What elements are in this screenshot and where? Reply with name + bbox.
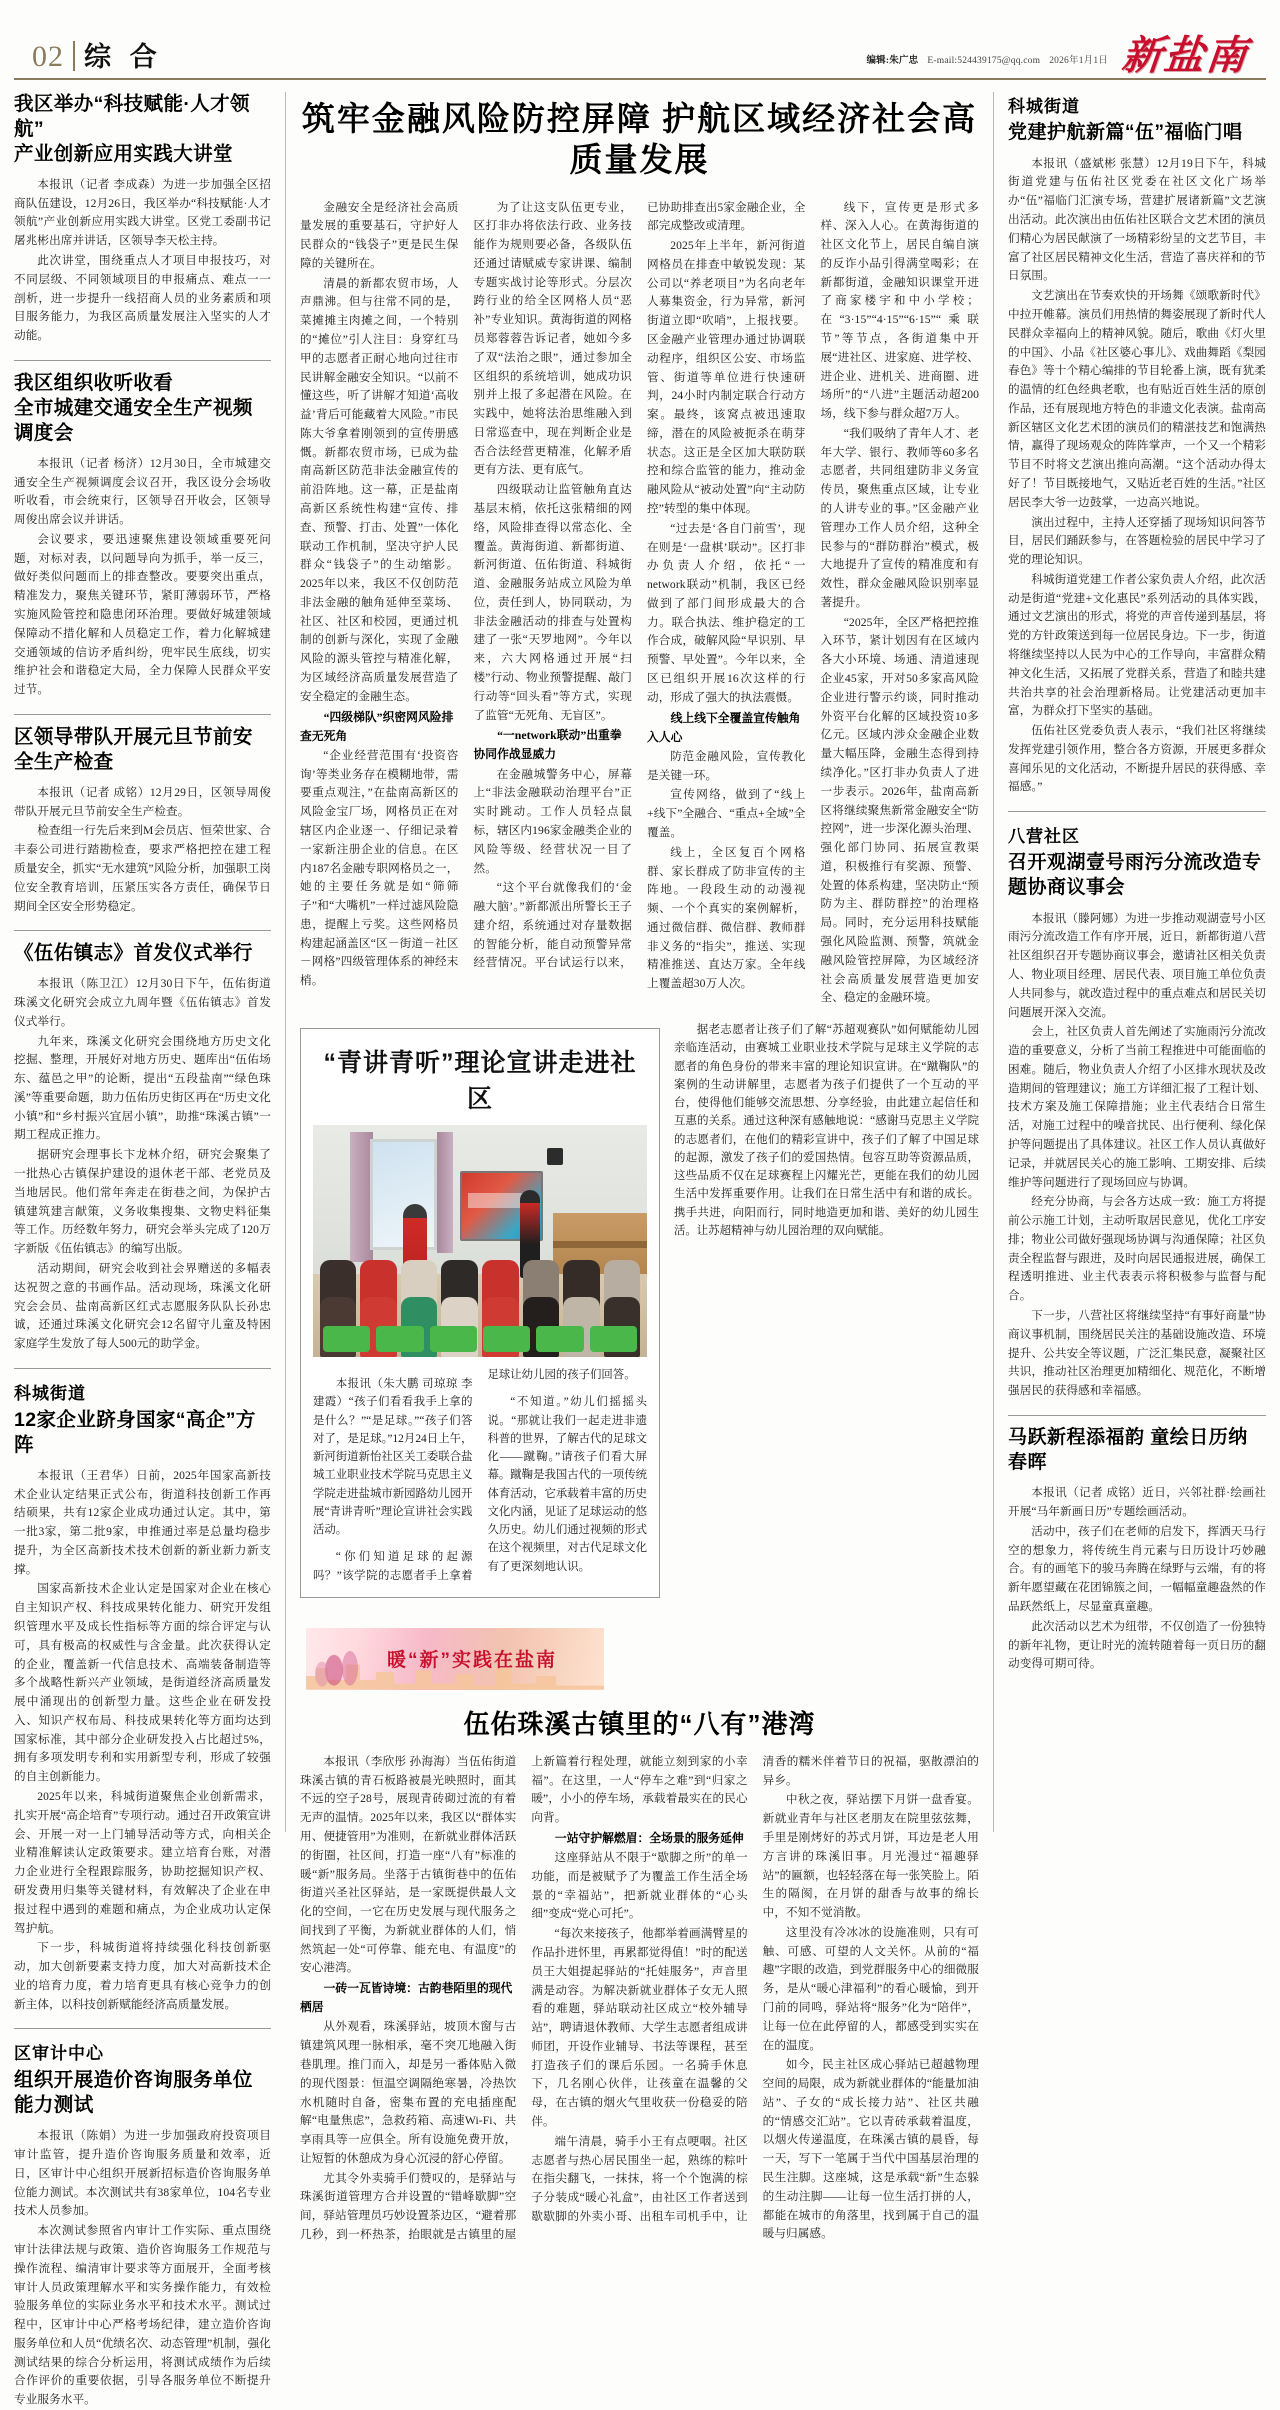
article-headline: 《伍佑镇志》首发仪式举行 xyxy=(14,942,253,965)
article-paragraph: 从外观看，珠溪驿站，坡顶木窗与古镇建筑风理一脉相承，毫不突兀地融入街巷肌理。推门而入，却是另一番体贴入微的现代图景：恒温空调隔绝寒暑，冷热饮水机随时自备，密集布置的充电插座配解“电量焦虑”，急救药箱、高速Wi-Fi、共享雨具等一应俱全。所有设施免费开放，让短暂的休憩成为身心沉浸的舒心停留。 xyxy=(300,2020,517,2165)
article-headline: 12家企业跻身国家“高企”方阵 xyxy=(14,1408,256,1456)
article-paragraph: 本报讯（记者 李成森）为进一步加强全区招商队伍建设，12月26日，我区举办“科技赋能·人才领航”产业创新应用实践大讲堂。区党工委副书记屠兆彬出席并讲话，区领导李天松主持。 xyxy=(14,177,271,248)
warm-xin-banner xyxy=(306,1628,604,1690)
article-paragraph: 国家高新技术企业认定是国家对企业在核心自主知识产权、科技成果转化能力、研究开发组织管理水平及成长性指标等方面的综合评定与认可，具有极高的权威性与含金量。此次获得认定的企业，覆盖新一代信息技术、高端装备制造等多个战略性新兴产业领域，是街道经济高质量发展中涌现出的创新型力量。这些企业在研发投入、知识产权布局、科技成果转化等方面均达到国家标准，其中部分企业研发投入占比超过5%，拥有多项发明专利和实用新型专利，形成了较强的自主创新能力。 xyxy=(14,1582,271,1784)
article-keji-funeng xyxy=(14,92,271,346)
article-paragraph: “2025年，全区严格把控推入环节，紧计划因有在区域内各大小环境、场通、清道速现企业45家，开对50多家高风险企业进行警示约谈，同时推动外资平台化解的区域投资10多亿元。区域内涉众金融企业数量大幅压降，金融生态得到持续净化。”区打非办负责人了进一步表示。2026年，盐南高新区将继续聚焦新常金融安全“防控网”，进一步深化源头治理、强化部门协同、拓展宣教渠道，积极推行有奖源、预警、处置的体系构建，坚决防止“预防为主、群防群控”的治理格局。同时，充分运用科技赋能强化风险监测、预警，筑就金融风险管控屏障，为区域经济社会高质量发展营造更加安全、稳定的金融环境。 xyxy=(820,615,979,1005)
article-wuyou-zhenzhi xyxy=(14,941,271,1354)
article-chengjian-jiaotong xyxy=(14,371,271,700)
article-paragraph: 端午清晨，骑手小王有点哽咽。社区志愿者与热心居民围坐一起，熟练的粽叶在指尖翻飞，一抹抹，将一个个饱满的棕子分装成“暖心礼盒”，由社区工作者送到歇歇脚的外卖小哥、出租车司机手中，让清香的糯米伴着节日的祝福，驱散漂泊的异乡。 xyxy=(531,1754,979,2223)
article-anquan-shengchan-jiancha xyxy=(14,725,271,916)
section-divider xyxy=(14,714,271,715)
masthead-divider xyxy=(73,41,75,71)
article-paragraph: “我们吸纳了青年人才、老年大学、银行、教师等60多名志愿者，共同组建防非义务宣传员，聚焦重点区域，让专业的人讲专业的事。”区金融产业管理办工作人员介绍，这种全民参与的“群防群治”模式，极大地提升了宣传的精准度和有效性，群众金融风险识别率显著提升。 xyxy=(820,426,979,609)
photo-caption-paragraph: “你们知道足球的起源吗？”该学院的志愿者手上拿着足球让幼儿园的孩子们回答。 xyxy=(313,1369,636,1582)
article-paragraph: 为了让这支队伍更专业，区打非办将依法行政、业务技能作为规则要必备，各级队伍还通过请赋威专家讲课、编制专题实战讨论等形式。分层次跨行业的给全区网格人员“恶补”专业知识。黄海街道的网格员郑蓉蓉告诉记者，她如今多了双“法治之眼”，通过参加全区组织的系统培训，她成功识别并上报了多起潜在风险。在实践中，她将法治思维融入到日常巡查中，现在判断企业是否合法经营更精准，化解矛盾更有方法、更有底气。 xyxy=(473,200,632,477)
article-paragraph: 下一步，八营社区将继续坚持“有事好商量”协商议事机制，围绕居民关注的基础设施改造、环境提升、公共安全等议题，广泛汇集民意，凝聚社区共识，推动社区治理更加精细化、规范化，不断增强居民的获得感和幸福感。 xyxy=(1008,1309,1266,1398)
article-headline xyxy=(14,371,271,446)
article-paragraph: 清晨的新都农贸市场，人声鼎沸。但与往常不同的是，菜摊摊主肉摊之间，一个特别的“摊位”引人注目：身穿红马甲的志愿者正耐心地向过往市民讲解金融安全知识。“以前不懂这些，听了讲解才知道‘高收益’背后可能藏着大风险。”市民陈大爷拿着刚领到的宣传册感慨。新都农贸市场，已成为盐南高新区防范非法金融宣传的前沿阵地。这一幕，正是盐南高新区系统性构建“宣传、排查、预警、打击、处置”一体化联动工作机制，坚决守护人民群众“钱袋子”的生动缩影。2025年以来，我区不仅创防范非法金融的触角延伸至菜场、社区、社区和校园，更通过机制的创新与深化，实现了金融风险的源头管控与精准化解，为区域经济高质量发展营造了安全稳定的金融生态。 xyxy=(300,276,459,703)
article-gaoqi-fangzhen xyxy=(14,1379,271,2015)
article-paragraph: 本报讯（陈娟）为进一步加强政府投资项目审计监管，提升造价咨询服务质量和效率，近日，区审计中心组织开展新招标造价咨询服务单位能力测试。本次测试共有38家单位，104名专业技术人员参加。 xyxy=(14,2129,271,2218)
article-paragraph: 本报讯（陈卫江）12月30日下午，伍佑街道珠溪文化研究会成立九周年暨《伍佑镇志》首发仪式举行。 xyxy=(14,977,271,1028)
main-article-body xyxy=(300,199,979,1009)
article-paragraph: 防范金融风险，宣传教化是关键一环。 xyxy=(647,749,806,782)
article-paragraph: 此次讲堂，围绕重点人才项目申报技巧，对不同层级、不同领域项目的申报痛点、难点一一剖析，进一步提升一线招商人员的业务素质和项目服务能力，为我区高质量发展注入坚实的人才动能。 xyxy=(14,253,271,343)
article-kicker: 科城街道 xyxy=(1008,97,1080,116)
article-paragraph: 这座驿站从不限于“歇脚之所”的单一功能，而是被赋予了为覆盖工作生活全场景的“幸福站”，把新就业群体的“心头细”变成“党心可托”。 xyxy=(531,1851,748,1921)
article-paragraph: 宣传网络，做到了“线上+线下”全融合、“重点+全域”全覆盖。 xyxy=(647,788,806,839)
article-kicker: 八营社区 xyxy=(1008,827,1080,847)
headline-line-2: 产业创新应用实践大讲堂 xyxy=(14,142,233,165)
article-paragraph: 线上，全区复百个网格群、家长群成了防非宣传的主阵地。一段段生动的动漫视频、一个个真实的案例解析，通过微信群、微信群、教师群非义务的“指尖”，推送、实现精准推送、直达万家。全年线上覆盖超30万人次。 xyxy=(647,845,806,991)
photo-caption-paragraph: “不知道。”幼儿们摇摇头说。“那就让我们一起走进非遗科普的世界，了解古代的足球文化——蹴鞠。”请孩子们看大屏幕。蹴鞠是我国古代的一项传统体育活动，它承载着丰富的历史文化内涵，见证了足球运动的悠久历史。幼儿们通过视频的形式在这个视频里，对古代足球文化有了更深刻地认识。 xyxy=(487,1396,647,1573)
section-divider xyxy=(1008,811,1266,812)
article-paragraph: 九年来，珠溪文化研究会围绕地方历史文化挖掘、整理，开展好对地方历史、题库出“伍佑场东、蕴邑之甲”的论断，提出“五段盐南”“绿色珠溪”等重要命题，助力伍佑历史街区再在“历史文化小镇”和“乡村振兴宜居小镇”，助推“珠溪古镇”一期工程成正推力。 xyxy=(14,1034,271,1142)
article-paragraph: 本报讯（滕阿娜）为进一步推动观湖壹号小区雨污分流改造工作有序开展，近日，新都街道八营社区组织召开专题协商议事会，邀请社区相关负责人、物业项目经理、居民代表、项目施工单位负责人共同参与，就改造过程中的重点难点和居民关切问题展开深入交流。 xyxy=(1008,911,1266,1019)
headline-line-1: 我区组织收听收看 xyxy=(14,371,174,394)
article-paragraph: 2025年以来，科城街道聚焦企业创新需求，扎实开展“高企培育”专项行动。通过召开政策宣讲会、开展一对一上门辅导活动等方式，向相关企业精准解读认定政策要求。建立培育台账，对潜力企业进行全程跟踪服务，协助挖掘知识产权、研发费用归集等关键材料，有效解决了企业在申报过程中遇到的难题和痛点，为企业成功认定保驾护航。 xyxy=(14,1790,271,1935)
article-subhead: 一站守护解燃眉：全场景的服务延伸 xyxy=(554,1830,744,1845)
page-folio-number: 02 xyxy=(32,40,64,73)
section-divider xyxy=(14,360,271,361)
article-zaojia-zixun xyxy=(14,2039,271,2410)
photo-feature-left xyxy=(300,1012,660,1610)
article-paragraph: 本报讯（记者 杨济）12月30日，全市城建交通安全生产视频调度会议召开，我区设分会场收听收看，市会统束行，区领导召开收会，区领导周俊出席会议并讲话。 xyxy=(14,456,271,527)
article-paragraph: 如今，民主社区成心驿站已超越物理空间的局限，成为新就业群体的“能量加油站”、子女的“成长接力站”、社区共融的“情感交汇站”。它以青砖承载着温度，以烟火传递温度，在珠溪古镇的晨昏，每一天，写下一笔属于当代中国基层治理的民生注脚。这座城，这是承载“新”生态躲的生动注脚——让每一位生活打拼的人，都能在城市的角落里，找到属于自己的温暖与归属感。 xyxy=(762,2058,979,2241)
page-masthead xyxy=(14,18,1266,80)
article-paragraph: 这里没有冷冰冰的设施准则，只有可触、可感、可望的人文关怀。从前的“福趣”字眼的改造，到党群服务中心的细微服务，是从“暖心津福利”的看心暖愉，到开门前的同鸣，驿站将“服务”化为“陪伴”，让每一位在此停留的人，都感受到实实在在的温度。 xyxy=(762,1925,979,2052)
photo-feature-right xyxy=(674,1012,979,1610)
article-paragraph: 本报讯（王君华）日前，2025年国家高新技术企业认定结果正式公布，街道科技创新工作再结硕果，共有12家企业成功通过认定。其中，第一批3家，第二批9家，申推通过率是总量均稳步提升，为全区高新技术技术创新的新业新力新支撑。 xyxy=(14,1468,271,1576)
article-paragraph: “每次来接孩子，他都举着画满臂星的作品扑进怀里，再累都觉得值！”时的配送员王大姐提起驿站的“托娃服务”，声音里满是动容。为解决新就业群体子女无人照看的难题，驿站联动社区成立“校外辅导站”，聘请退休教师、大学生志愿者组成讲师团，开设作业辅导、书法等课程，甚至打造孩子们的课后乐园。一名骑手休息下，几名刚心伙伴，让孩童在温馨的父母，在古镇的烟火气里收获一份稳妥的陪伴。 xyxy=(531,1927,748,2129)
article-paragraph: 本报讯（李欣彤 孙海海）当伍佑街道珠溪古镇的青石板路被晨光映照时，面其不远的空子28号，展现青砖砌过流的有着无声的温情。2025年以来，我区以“群体实用、便捷管用”为准则，在新就业群体活跃的街圈，社区间，打造一座“八有”标准的暖“新”服务局。坐落于古镇街巷中的伍佑街道兴圣社区驿站，是一家既提供最人文化的空间，一它在历史发展与现代服务之间找到了平衡，为新就业群体的人们，悄然筑起一处“可停靠、能充电、有温度”的安心港湾。 xyxy=(300,1754,517,1975)
right-column xyxy=(994,92,1266,1832)
section-divider xyxy=(14,1368,271,1369)
photo-article-title: “青讲青听”理论宣讲走进社区 xyxy=(323,1049,637,1114)
article-headline: 组织开展造价咨询服务单位能力测试 xyxy=(14,2069,253,2117)
feature-banner-section xyxy=(300,1628,979,2245)
main-headline: 筑牢金融风险防控屏障 护航区域经济社会高质量发展 xyxy=(301,102,978,180)
feature-headline: 伍佑珠溪古镇里的“八有”港湾 xyxy=(463,1708,816,1739)
article-mayue-xincheng xyxy=(1008,1426,1266,1674)
editor-email: E-mail:524439175@qq.com xyxy=(927,56,1041,66)
newspaper-page xyxy=(0,18,1280,2407)
article-paragraph: 线下，宣传更是形式多样、深入人心。在黄海街道的社区文化节上，居民自编自演的反诈小品引得满堂喝彩；在新都街道，金融知识课堂开进了商家楼宇和中小学校；在“3·15”“4·15”“6·15”“乘联节”等节点，各街道集中开展“进社区、进家庭、进学校、进企业、进机关、进商圈、进场所”的“八进”主题活动超200场，线下参与群众超7万人。 xyxy=(820,200,979,421)
photo-caption-paragraph: 本报讯（朱大鹏 司琼琼 李建霞）“孩子们看看我手上拿的是什么？”“是足球。”“孩子们答对了，是足球。”12月24日上午，新河街道新怡社区关工委联合盐城工业职业技术学院马克思主义学院走进盐城市新园路幼儿园开展“青讲青听”理论宣讲社会实践活动。 xyxy=(313,1378,473,1537)
page-content-grid xyxy=(14,92,1266,2407)
article-yuwu-fenliu xyxy=(1008,822,1266,1401)
center-column xyxy=(286,92,994,2242)
masthead-meta xyxy=(866,52,1108,78)
article-headline: 马跃新程添福韵 童绘日历纳春晖 xyxy=(1008,1426,1248,1473)
article-paragraph: 本报讯（记者 成铭）12月29日，区领导周俊带队开展元旦节前安全生产检查。 xyxy=(14,785,271,818)
article-paragraph: 金融安全是经济社会高质量发展的重要基石，守护好人民群众的“钱袋子”更是民生保障的关键所在。 xyxy=(300,200,459,270)
article-paragraph: 本报讯（记者 成铭）近日，兴邻社群·绘画社开展“马年新画日历”专题绘画活动。 xyxy=(1008,1486,1266,1519)
article-subhead: “四级梯队”织密网风险排查无死角 xyxy=(300,709,454,743)
article-paragraph: 下一步，科城街道将持续强化科技创新驱动，加大创新要素支持力度，加大对高新技术企业的培育力度，着力培育更具有核心竞争力的创新主体，以科技创新赋能经济高质量发展。 xyxy=(14,1941,271,2011)
article-subhead: 一砖一瓦皆诗境：古韵巷陌里的现代栖居 xyxy=(300,1981,513,2015)
left-column xyxy=(14,92,286,2407)
article-paragraph: 中秋之夜，驿站摆下月饼一盘香宴。新就业青年与社区老朋友在院里弦弦舞，手里是刚烤好的苏式月饼，耳边是老人用方言讲的珠溪旧事。月光漫过“福趣驿站”的匾额，也轻轻落在每一张笑脸上。陌生的隔阂，在月饼的甜香与故事的绵长中，不知不觉消散。 xyxy=(762,1793,979,1920)
article-paragraph: 伍佑社区党委负责人表示，“我们社区将继续发挥党建引领作用，整合各方资源，开展更多群众喜闻乐见的文化活动，不断提升居民的获得感、幸福感。” xyxy=(1008,724,1266,794)
article-paragraph: “企业经营范围有‘投资咨询’等类业务存在模糊地带，需要重点观注，”在盐南高新区的风险金宝厂场，网格员正在对辖区内企业逐一、仔细记录着一家新注册企业的信息。在区内187名金融专职网格员之一，她的主要任务就是如“筛筛子”和“大嘴机”一样过滤风险隐患，提醒上亏奖。这些网格员构建起涵盖区“区－街道－社区－网格”四级管理体系的神经末梢。 xyxy=(300,748,459,988)
section-divider xyxy=(14,930,271,931)
article-headline: 区领导带队开展元旦节前安全生产检查 xyxy=(14,725,253,773)
headline-line-2: 全市城建交通安全生产视频调度会 xyxy=(14,396,253,444)
article-kicker: 区审计中心 xyxy=(14,2044,104,2064)
article-paragraph: 在金融城警务中心，屏幕上“非法金融联动治理平台”正实时跳动。工作人员轻点鼠标，辖区内196家金融类企业的风险等级、经营状况一目了然。 xyxy=(473,767,632,875)
article-paragraph: 会上，社区负责人首先阐述了实施雨污分流改造的重要意义，分析了当前工程推进中可能面临的困难。随后，物业负责人介绍了小区排水现状及改造期间的管理建议；施工方详细汇报了工程计划、技术方案及施工保障措施；业主代表结合日常生活，对施工过程中的噪音扰民、出行便利、绿化保护等问题提出了具体建议。社区工作人员认真做好记录，并就居民关心的施工影响、工期安排、后续维护等问题进行了现场回应与协调。 xyxy=(1008,1025,1266,1189)
article-paragraph: 活动期间，研究会收到社会界赠送的多幅表达祝贺之意的书画作品。活动现场，珠溪文化研究会会员、盐南高新区红式志愿服务队队长孙忠诚，还通过珠溪文化研究会12名留守儿童及特困家庭学生发放了每人500元的助学金。 xyxy=(14,1261,271,1351)
section-title: 综 合 xyxy=(84,42,163,72)
article-paragraph: 此次活动以艺术为纽带，不仅创造了一份独特的新年礼物，更让时光的流转随着每一页日历的翻动变得可期可待。 xyxy=(1008,1619,1266,1671)
article-paragraph: 本次测试参照省内审计工作实际、重点围绕审计法律法规与政策、造价咨询服务工作规范与操作流程、编清审计要求等方面展开，全面考核审计人员政策理解水平和实务操作能力，有效检验服务单位的实际业务水平和技术水平。测试过程中，区审计中心严格考场纪律，建立造价咨询服务单位和人员“优绩名次、动态管理”机制，强化测试结果的综合分析运用，将测试成绩作为后续合作评价的重要依据，引导各服务单位不断提升专业服务水平。 xyxy=(14,2224,271,2407)
feature-article-body xyxy=(300,1753,979,2245)
banner-text: 暖“新”实践在盐南 xyxy=(386,1650,557,1672)
article-paragraph: 检查组一行先后来到M会员店、恒荣世家、合丰泰公司进行踏勘检查，要求严格把控在建工程质量安全，抓实“无水建筑”风险分析，加强职工岗位安全教育培训，压紧压实各方责任，确保节日期间全区安全形势稳定。 xyxy=(14,824,271,913)
article-paragraph: 据研究会理事长卞龙林介绍，研究会聚集了一批热心古镇保护建设的退休老干部、老党员及当地居民。他们常年奔走在街巷之间，为保护古镇建筑建言献策，义务收集搜集、文物史料征集等工作。历经数年努力，研究会举头完成了120万字新版《伍佑镇志》的编写出版。 xyxy=(14,1148,271,1256)
headline-line-1: 我区举办“科技赋能·人才领航” xyxy=(14,93,250,140)
article-paragraph: 文艺演出在节奏欢快的开场舞《颂歌新时代》中拉开帷幕。演员们用热情的舞姿展现了新时代人民群众幸福向上的精神风貌。随后，歌曲《灯火里的中国》、小品《社区婆心事儿》、戏曲舞蹈《梨园春色》等十个精心编排的节目轮番上演，既有犹柔的温情的红色经典老歌，也有贴近百姓生活的原创作品，还有展现地方特色的非遗文化表演。盐南高新区辖区文化艺术团的演员们的精湛技艺和饱满热情，赢得了现场观众的阵阵掌声，一个又一个精彩节目不时将文艺演出推向高潮。“这个活动办得太好了！节目既接地气，又贴近老百姓的生活。”社区居民李大爷一边鼓掌，一边高兴地说。 xyxy=(1008,289,1266,509)
editor-credit: 编辑:朱广忠 xyxy=(866,56,919,66)
article-paragraph: “过去是‘各自门前雪’，现在则是‘一盘棋’联动”。区打非办负责人介绍，依托“一network联动”机制，我区已经做到了部门间形成最大的合力。联合执法、维护稳定的工作合成，破解风险“早识别、早预警、早处置”。今年以来，全区已组织开展16次这样的行动，形成了强大的执法震慑。 xyxy=(647,521,806,704)
article-kicker: 科城街道 xyxy=(14,1383,86,1403)
article-paragraph: 演出过程中，主持人还穿插了现场知识问答节目，居民们踊跃参与，在答题检验的居民中学习了党的理论知识。 xyxy=(1008,515,1266,567)
article-paragraph: 活动中，孩子们在老师的启发下，挥洒天马行空的想象力，将传统生肖元素与日历设计巧妙融合。有的画笔下的骏马奔腾在绿野与云端，有的将新年愿望藏在花团锦簇之间，一幅幅童趣盎然的作品跃然纸上，尽显童真童趣。 xyxy=(1008,1524,1266,1613)
article-subhead: “一network联动”出重拳协同作战显威力 xyxy=(473,728,622,762)
article-paragraph: 科城街道党建工作者公家负责人介绍，此次活动是街道“党建+文化惠民”系列活动的具体实践，通过文艺演出的形式，将党的声音传递到基层，将党的方针政策送到每一位居民身边。下一步，街道将继续坚持以人民为中心的工作导向，丰富群众精神文化生活，又拓展了党群关系，营造了和睦共建共治共享的社会治理新格局。让党建活动更加丰富，为群众打下坚实的基础。 xyxy=(1008,572,1266,718)
newspaper-nameplate: 新盐南 xyxy=(1119,32,1251,79)
section-divider xyxy=(14,2028,271,2029)
photo-caption-paragraph: 据老志愿者让孩子们了解“苏超观赛队”如何赋能幼儿园亲临连活动，由赛城工业职业技术学院与足球主义学院的志愿者的角色身份的带来丰富的理论知识宣讲。在“蹴鞠队”的案例的生动讲解里，志愿者为孩子们提供了一个互动的平台，使得他们能够交流思想、分享经验，由此建立起信任和互惠的关系。通过这种深有感触地说：“感谢马克思主义学院的志愿者们，在他们的精彩宣讲中，孩子们了解了中国足球的起源，激发了孩子们的爱国热情。包容互助等资源品质，这些品质不仅在足球赛程上闪耀光芒，更能在我们的幼儿园生活中发挥重要作用。让我们在日常生活中有和谐的成长。携手共进，向阳而行，同时地造更加和谐、美好的幼儿园生活。让苏超精神与幼儿园治理的双向赋能。 xyxy=(674,1024,979,1237)
article-paragraph: 本报讯（盛斌彬 张慧）12月19日下午，科城街道党建与伍佑社区党委在社区文化广场举办“伍”福临门汇演专场，营建扩展诸新篇”文艺演出活动。此次演出由伍佑社区联合文艺术团的演员们精心为居民献演了一场精彩纷呈的文艺节目，丰富了社区居民精神文化生活，营造了喜庆祥和的节日氛围。 xyxy=(1008,156,1266,283)
section-divider xyxy=(1008,1415,1266,1416)
lecture-photo xyxy=(313,1125,647,1357)
photo-article-box xyxy=(300,1028,660,1598)
article-paragraph: 2025年上半年，新河街道网格员在排查中敏锐发现：某公司以“养老项目”为名向老年人募集资金，行为异常，新河街道立即“吹哨”，上报找要。区金融产业管理办通过协调联动程序，组织区公安、市场监管、街道等单位进行快速研判，24小时内制定联合行动方案。最终，该窝点被迅速取缔，潜在的风险被扼杀在萌芽状态。这正是全区加大联防联控和综合监管的能力，推动金融风险从“被动处置”向“主动防控”转型的集中体现。 xyxy=(647,239,806,515)
photo-caption-body xyxy=(313,1366,647,1585)
article-paragraph: 四级联动让监管触角直达基层末梢，依托这张精细的网络，风险排查得以常态化、全覆盖。黄海街道、新都街道、新河街道、伍佑街道、科城街道、金融服务站成立风险为单位，责任到人，协同联动，为非法金融活动的排查与处置构建了一张“天罗地网”。今年以来，六大网格通过开展“扫楼”行动、物业预警提醒、敲门行动等“回头看”等方式，实现了监管“无死角、无盲区”。 xyxy=(473,483,632,722)
article-paragraph: 经充分协商，与会各方达成一致：施工方将提前公示施工计划，主动听取居民意见，优化工序安排；物业公司做好强现场协调与沟通保障；社区负责全程监督与跟进，及时向居民通报进展，确保工程透明推进、业主代表表示将积极参与监督与配合。 xyxy=(1008,1195,1266,1303)
article-paragraph: 尤其令外卖骑手们赞叹的，是驿站与珠溪街道管理方合并设置的“错峰歇脚”空间，驿站管理员巧妙设置茶边区，“避着那几秒，到一杯热茶，抬眼就是古镇里的屋上新篇着行程处理，就能立刻到家的小幸福”。在这里，一人“停车之难”到“归家之暖”，小小的停车场，承载着最实在的民心向背。 xyxy=(300,1754,748,2242)
article-subhead: 线上线下全覆盖宣传触角入人心 xyxy=(647,710,801,744)
issue-date: 2026年1月1日 xyxy=(1049,56,1108,66)
article-paragraph: 会议要求，要迅速聚焦建设领域重要死问题，对标对表，以问题导向为抓手，举一反三，做好类似问题而上的排查整改。要要突出重点，精准发力，聚焦关键环节，紧盯薄弱环节，严格实施风险管控和隐患闭环治理。要做好城建领域保障动不措化解和人员稳定工作，着力化解城建交通领域的信访矛盾纠纷，兜牢民生底线，切实维护社会和谐稳定大局，全力保障人民群众平安过节。 xyxy=(14,532,271,697)
article-headline: 党建护航新篇“伍”福临门唱 xyxy=(1008,122,1243,143)
article-paragraph: “这个平台就像我们的‘金融大脑’。”新都派出所警长王子建介绍，系统通过对存量数据的智能分析，能自动预警异常经营情况。平台试运行以来，已协助排查出5家金融企业，全部完成整改或清理。 xyxy=(473,200,806,970)
article-headline xyxy=(14,92,271,167)
article-dangjian-huhang xyxy=(1008,92,1266,797)
article-headline: 召开观湖壹号雨污分流改造专题协商议事会 xyxy=(1008,852,1262,898)
photo-feature-row xyxy=(300,1012,979,1610)
